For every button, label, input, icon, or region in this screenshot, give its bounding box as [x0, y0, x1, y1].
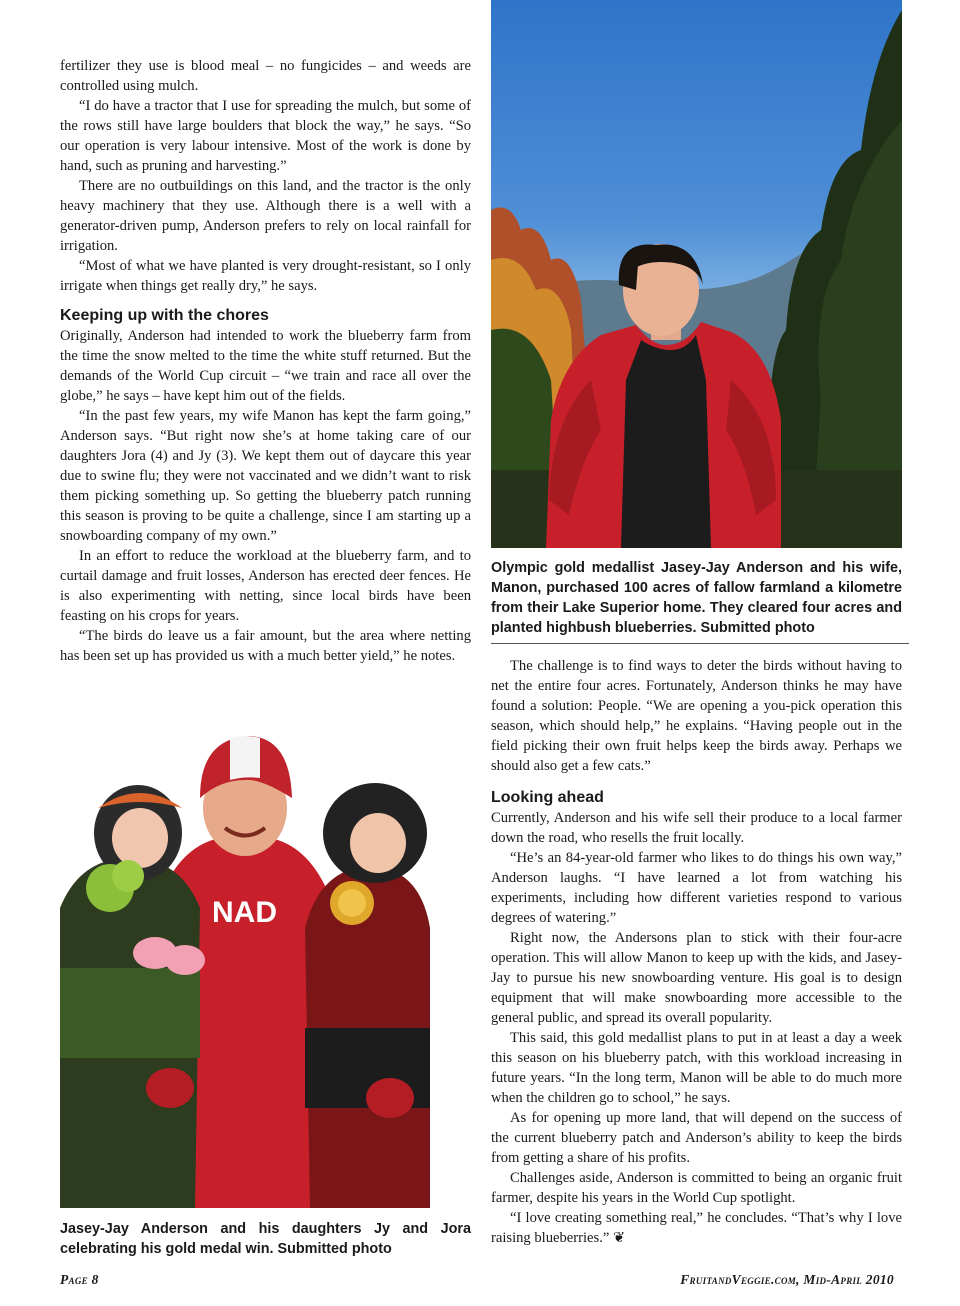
- article-paragraph: The challenge is to find ways to deter the birds without having to net the entire four acres. Fortunately, Anderson thinks he may have found a solution: People. “We are opening a you-pick operation this season, which should help,” he explains. “Having people out in the field picking their own fruit helps keep the birds away. Perhaps we should also get a few cats.”: [491, 658, 902, 774]
- article-left-column: [60, 56, 471, 666]
- article-paragraph: “He’s an 84-year-old farmer who likes to do things his own way,” Anderson laughs. “I have learned a lot from watching his experiments, including how different varieties respond to various degrees of watering.”: [491, 850, 902, 926]
- article-paragraph: Right now, the Andersons plan to stick with their four-acre operation. This will allow Manon to keep up with the kids, and Jasey-Jay to pursue his new snowboarding venture. His goal is to design equipment that will make snowboarding more accessible to the general public, and spread its overall popularity.: [491, 930, 902, 1026]
- article-paragraph: As for opening up more land, that will depend on the success of the current blueberry patch and Anderson’s ability to keep the birds from getting a share of his profits.: [491, 1110, 902, 1166]
- article-right-column: [491, 656, 902, 1248]
- caption-divider: [491, 643, 909, 644]
- jacket-lettering: NAD: [212, 896, 277, 929]
- end-of-article-icon: ❦: [612, 1230, 626, 1246]
- article-paragraph: fertilizer they use is blood meal – no fungicides – and weeds are controlled using mulch.: [60, 58, 471, 94]
- article-paragraph: “I do have a tractor that I use for spreading the mulch, but some of the rows still have large boulders that block the way,” he says. “So our operation is very labour intensive. Most of the work is done by hand, such as pruning and harvesting.”: [60, 98, 471, 174]
- portrait-illustration: [491, 0, 902, 548]
- article-paragraph: Currently, Anderson and his wife sell their produce to a local farmer down the road, who resells the fruit locally.: [491, 810, 902, 846]
- article-paragraph: Originally, Anderson had intended to work the blueberry farm from the time the snow melted to the time the white stuff returned. But the demands of the World Cup circuit – “we train and race all over the globe,” he says – have kept him out of the fields.: [60, 328, 471, 404]
- article-paragraph: Challenges aside, Anderson is committed to being an organic fruit farmer, despite his years in the World Cup spotlight.: [491, 1170, 902, 1206]
- article-paragraph-final: [491, 1208, 902, 1248]
- article-paragraph: “The birds do leave us a fair amount, but the area where netting has been set up has provided us with a much better yield,” he notes.: [60, 628, 471, 664]
- article-paragraph: “Most of what we have planted is very drought-resistant, so I only irrigate when things get really dry,” he says.: [60, 258, 471, 294]
- article-paragraph: In an effort to reduce the workload at the blueberry farm, and to curtail damage and fruit losses, Anderson has erected deer fences. He is also experimenting with netting, since local birds have been feasting on his crops for years.: [60, 548, 471, 624]
- photo-anderson-portrait: [491, 0, 902, 548]
- closing-quote: “I love creating something real,” he concludes. “That’s why I love raising blueberries.”: [491, 1210, 902, 1246]
- article-paragraph: There are no outbuildings on this land, and the tractor is the only heavy machinery that they use. Although there is a well with a generator-driven pump, Anderson prefers to rely on local rainfall for irrigation.: [60, 178, 471, 254]
- article-paragraph: This said, this gold medallist plans to put in at least a day a week this season on his blueberry patch, with this workload increasing in future years. “In the long term, Manon will be able to do much more when the children go to school,” he says.: [491, 1030, 902, 1106]
- family-illustration: [60, 728, 430, 1208]
- page-number: Page 8: [60, 1272, 99, 1287]
- photo-caption-top: Olympic gold medallist Jasey-Jay Anderson and his wife, Manon, purchased 100 acres of fallow farmland a kilometre from their Lake Superior home. They cleared four acres and planted highbush blueberries. Submitted photo: [491, 560, 902, 636]
- photo-caption-bottom: Jasey-Jay Anderson and his daughters Jy and Jora celebrating his gold medal win. Submitted photo: [60, 1221, 471, 1257]
- photo-anderson-daughters: [60, 728, 430, 1208]
- section-heading-chores: Keeping up with the chores: [60, 307, 269, 324]
- article-paragraph: “In the past few years, my wife Manon has kept the farm going,” Anderson says. “But right now she’s at home taking care of our daughters Jora (4) and Jy (3). We kept them out of daycare this year due to swine flu; they were not vaccinated and we didn’t want to risk them picking something up. So getting the blueberry patch running this season is proving to be quite a challenge, since I am starting up a snowboarding company of my own.”: [60, 408, 471, 544]
- section-heading-looking-ahead: Looking ahead: [491, 789, 604, 806]
- publication-footer: FruitandVeggie.com, Mid-April 2010: [680, 1272, 894, 1287]
